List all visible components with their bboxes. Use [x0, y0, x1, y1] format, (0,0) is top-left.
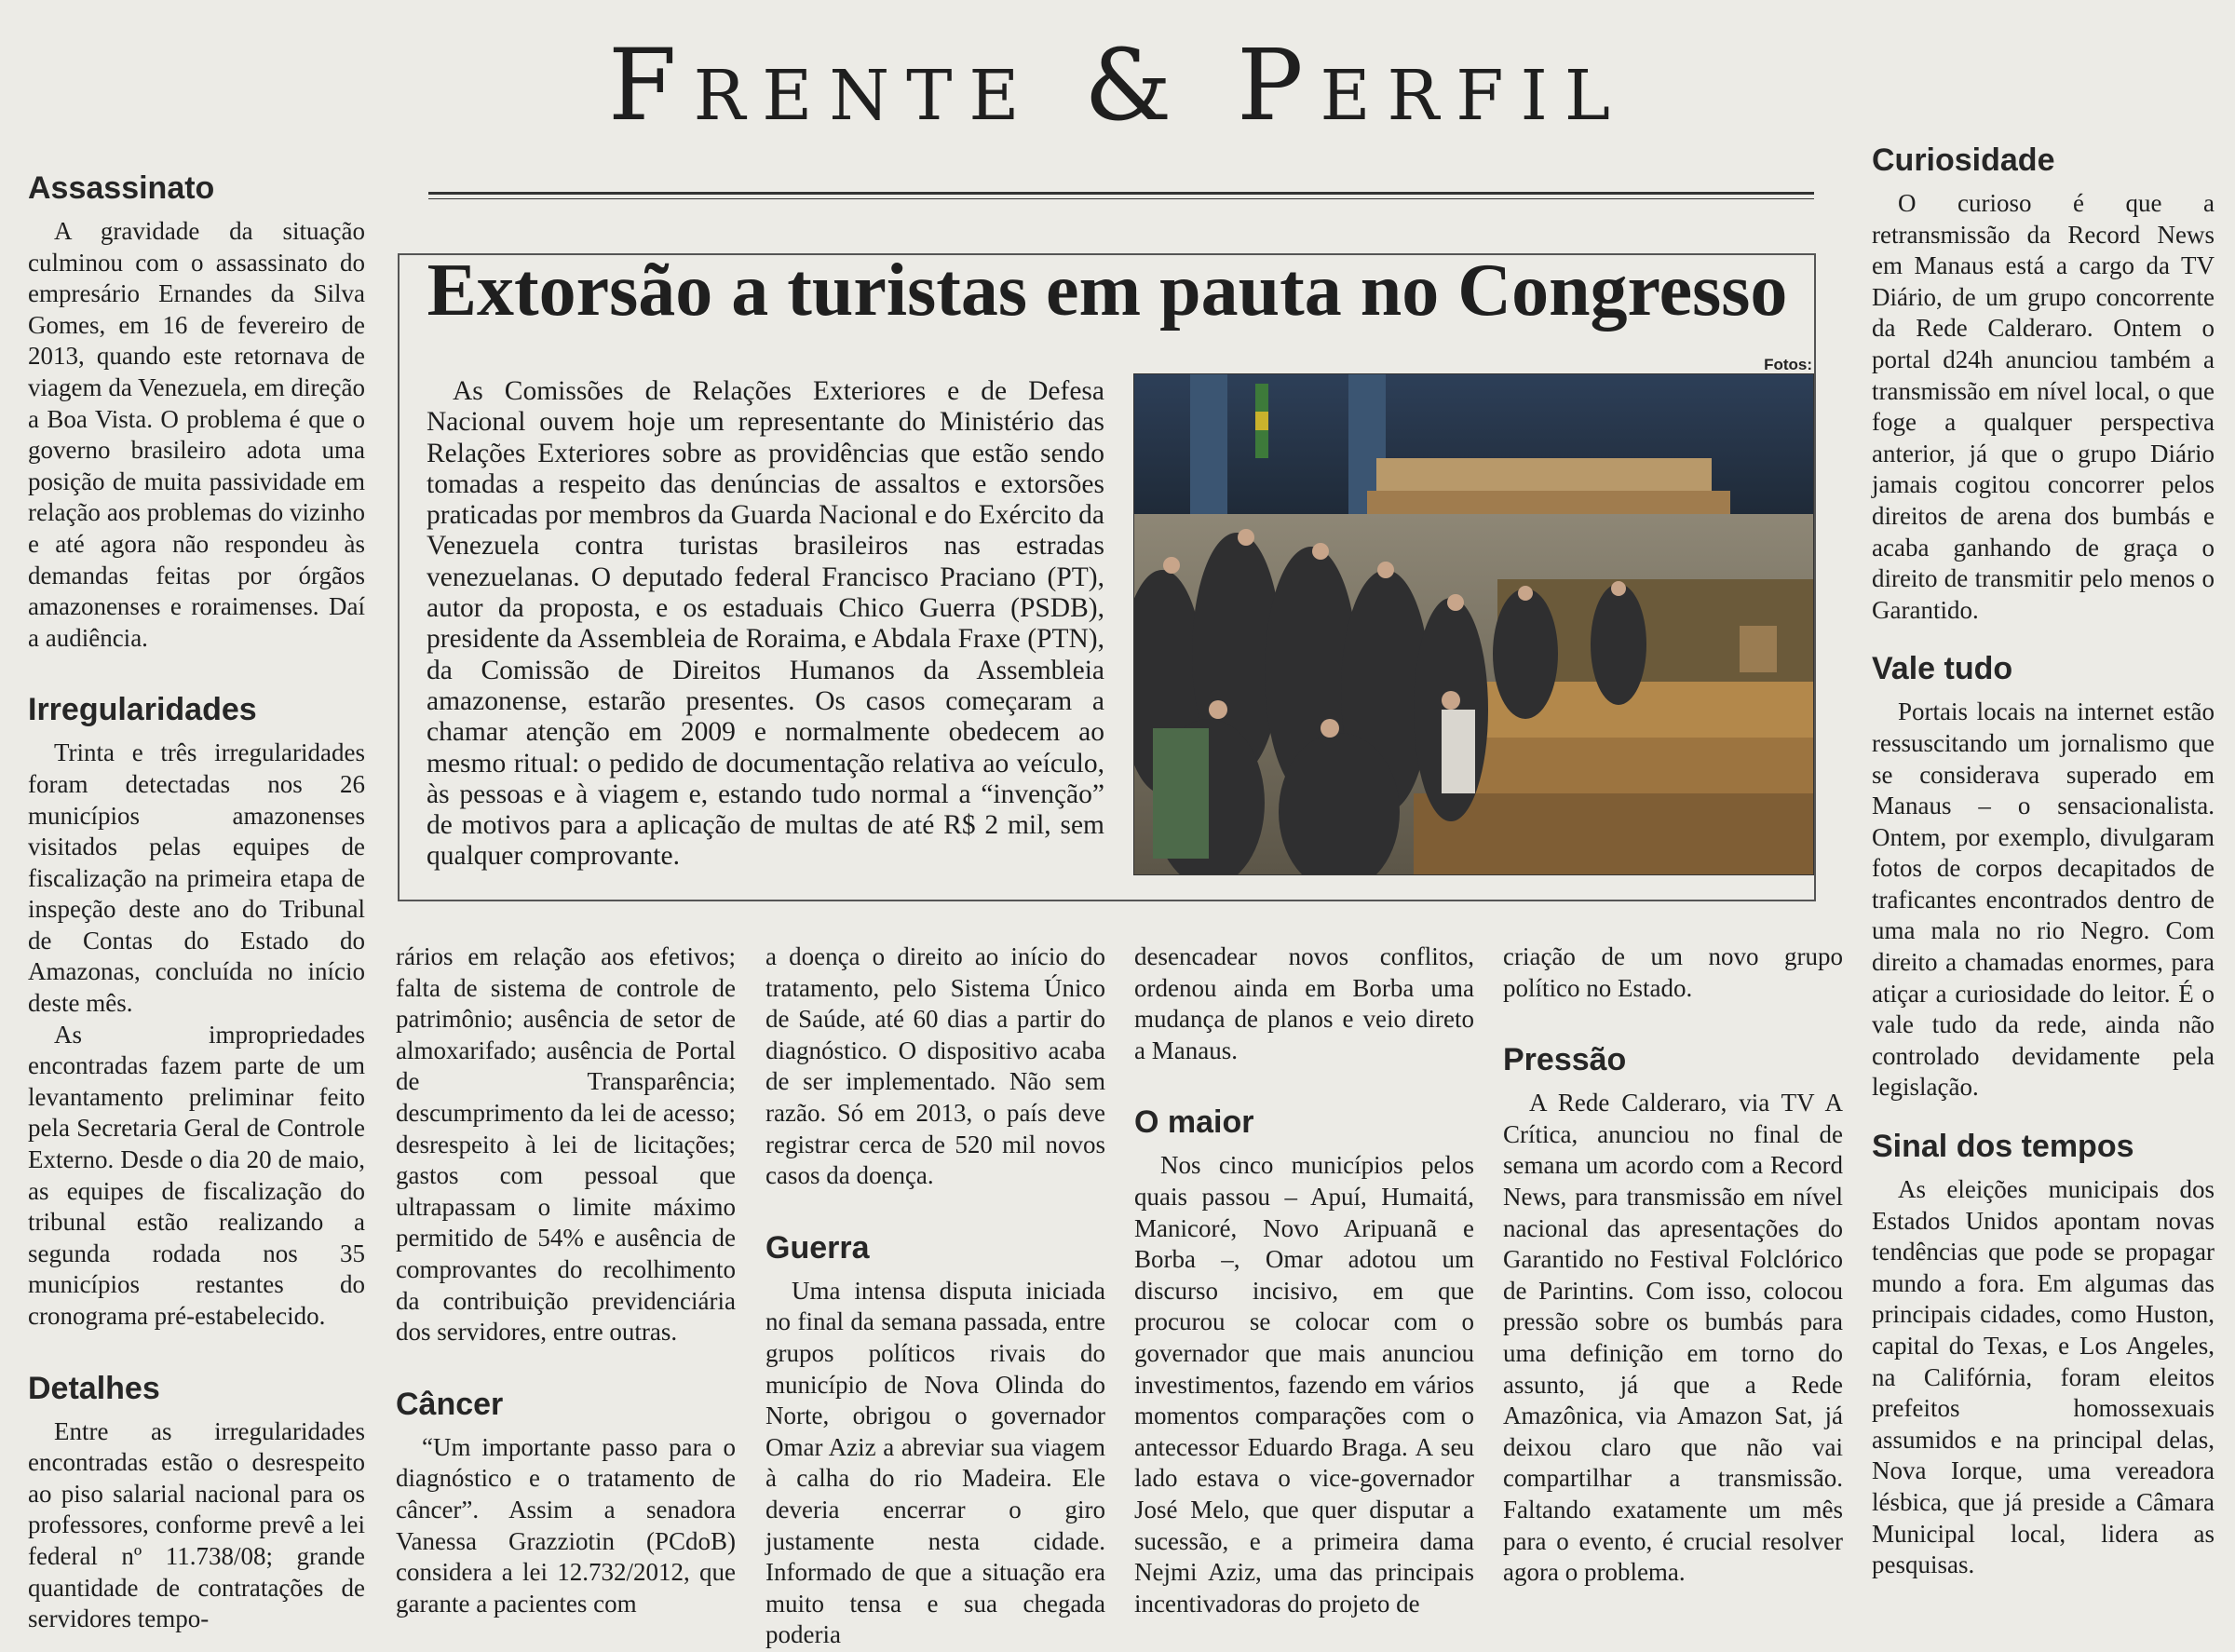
column-bottom-1 — [396, 941, 736, 1619]
section-head-irregularidades: Irregularidades — [28, 692, 257, 728]
section-text-cancer: “Um importante passo para o diagnóstico e o tratamento de câncer”. Assim a senadora Vanessa Grazziotin (PCdoB) considera a lei 12.732/2012, que garante a pacientes com — [396, 1432, 736, 1618]
section-text-irregularidades-2: As impropriedades encontradas fazem parte de um levantamento preliminar feito pela Secretaria Geral de Controle Externo. Desde o dia 20 de maio, as equipes de fiscalização do tribunal estão realizando a segunda rodada nos 35 municípios restantes do cronograma pré-estabelecido. — [28, 1020, 365, 1330]
section-text-sinal-dos-tempos: As eleições municipais dos Estados Unidos apontam novas tendências que pode se propagar mundo a fora. Em algumas das principais cidades, como Huston, capital do Texas, e Los Angeles, na Califórnia, foram eleitos prefeitos homossexuais assumidos e na principal delas, Nova Iorque, uma vereadora lésbica, que já preside a Câmara Municipal local, lidera as pesquisas. — [1872, 1175, 2215, 1579]
masthead-rule-top — [428, 192, 1814, 195]
section-head-o-maior: O maior — [1134, 1104, 1254, 1141]
section-text-assassinato: A gravidade da situação culminou com o assassinato do empresário Ernandes da Silva Gomes, em 16 de fevereiro de 2013, quando este retornava de viagem da Venezuela, em direção a Boa Vista. O problema é que o governo brasileiro adota uma posição de muita passividade em relação aos problemas do vizinho e até agora não respondeu às demandas feitas por órgãos amazonenses e roraimenses. Daí a audiência. — [28, 217, 365, 652]
photo-credit: Fotos: — [1764, 356, 1812, 373]
section-text-irregularidades-1: Trinta e três irregularidades foram detectadas nos 26 municípios amazonenses visitados pelas equipes de fiscalização na primeira etapa de inspeção deste ano do Tribunal de Contas do Estado do Amazonas, concluída no início deste mês. — [28, 738, 365, 1018]
section-text-guerra: Uma intensa disputa iniciada no final da semana passada, entre grupos políticos rivais do município de Nova Olinda do Norte, obrigou o governador Omar Aziz a abreviar sua viagem à calha do rio Madeira. Ele deveria encerrar o giro justamente nesta cidade. Informado de que a situação era muito tensa e sua chegada poderia — [765, 1276, 1105, 1649]
section-text-o-maior: Nos cinco municípios pelos quais passou – Apuí, Humaitá, Manicoré, Novo Aripuanã e Borba –, Omar adotou um discurso incisivo, em que procurou se colocar com o governador que mais anunciou investimentos, fazendo em vários momentos comparações com o antecessor Eduardo Braga. A seu lado estava o vice-governador José Melo, que quer disputar a sucessão, e a primeira dama Nejmi Aziz, uma das principais incentivadoras do projeto de — [1134, 1151, 1474, 1618]
feature-lead-text: As Comissões de Relações Exteriores e de Defesa Nacional ouvem hoje um representante do Ministério das Relações Exteriores sobre as providências que estão sendo tomadas a respeito das denúncias de assaltos e extorsões praticadas por membros da Guarda Nacional e do Exército da Venezuela contra turistas brasileiros nas estradas venezuelanas. O deputado federal Francisco Praciano (PT), autor da proposta, e os estaduais Chico Guerra (PSDB), presidente da Assembleia de Roraima, e Abdala Fraxe (PTN), da Comissão de Direitos Humanos da Assembleia amazonense, estarão presentes. Os casos começaram a chamar atenção em 2009 e normalmente obedecem ao mesmo ritual: o pedido de documentação relativa ao veículo, às pessoas e à viagem e, estando tudo normal a “invenção” de motivos para a aplicação de multas de até R$ 2 mil, sem qualquer comprovante. — [427, 376, 1104, 872]
section-head-cancer: Câncer — [396, 1386, 504, 1422]
section-head-sinal-dos-tempos: Sinal dos tempos — [1872, 1129, 2134, 1165]
section-text-curiosidade: O curioso é que a retransmissão da Record News em Manaus está a cargo da TV Diário, de um grupo concorrente da Rede Calderaro. Ontem o portal d24h anunciou também a transmissão em nível local, o que foge a qualquer perspectiva anterior, já que o grupo Diário jamais cogitou concorrer pelos direitos de arena dos bumbás e acaba ganhando de graça o direito de transmitir pelo menos o Garantido. — [1872, 189, 2215, 624]
feature-lead — [427, 376, 1104, 873]
continued-text-2: a doença o direito ao início do tratamento, pelo Sistema Único de Saúde, até 60 dias a partir do diagnóstico. O dispositivo acaba de ser implementado. Não sem razão. Só em 2013, o país deve registrar cerca de 520 mil novos casos da doença. — [765, 942, 1105, 1190]
section-text-detalhes: Entre as irregularidades encontradas estão o desrespeito ao piso salarial nacional para os professores, conforme prevê a lei federal nº 11.738/08; grande quantidade de contratações de servidores tempo- — [28, 1416, 365, 1633]
section-head-guerra: Guerra — [765, 1229, 870, 1266]
section-text-vale-tudo: Portais locais na internet estão ressuscitando um jornalismo que se considerava superado em Manaus – o sensacionalista. Ontem, por exemplo, divulgaram fotos de corpos decapitados de traficantes encontrados dentro de uma mala no rio Negro. Com direito a chamadas enormes, para atiçar a curiosidade do leitor. É o vale tudo da rede, ainda não controlado devidamente pela legislação. — [1872, 697, 2215, 1102]
chamber-photo — [1133, 373, 1814, 875]
column-left — [28, 169, 365, 1635]
section-head-vale-tudo: Vale tudo — [1872, 651, 2013, 687]
feature-headline: Extorsão a turistas em pauta no Congresso — [427, 250, 1788, 332]
section-head-detalhes: Detalhes — [28, 1370, 160, 1406]
section-head-curiosidade: Curiosidade — [1872, 142, 2055, 178]
continued-text-3: desencadear novos conflitos, ordenou ainda em Borba uma mudança de planos e veio direto a Manaus. — [1134, 942, 1474, 1064]
section-text-pressao: A Rede Calderaro, via TV A Crítica, anunciou no final de semana um acordo com a Record News, para transmissão em nível nacional das apresentações do Garantido no Festival Folclórico de Parintins. Com isso, colocou pressão sobre os bumbás para uma definição em torno do assunto, já que a Rede Amazônica, via Amazon Sat, já deixou claro que não vai compartilhar a transmissão. Faltando exatamente um mês para o evento, é crucial resolver agora o problema. — [1503, 1089, 1843, 1587]
column-right — [1872, 142, 2215, 1581]
continued-text-4: criação de um novo grupo político no Estado. — [1503, 942, 1843, 1002]
column-bottom-3 — [1134, 941, 1474, 1619]
section-head-assassinato: Assassinato — [28, 170, 215, 206]
column-bottom-4 — [1503, 941, 1843, 1589]
section-head-pressao: Pressão — [1503, 1042, 1627, 1078]
continued-text-1: rários em relação aos efetivos; falta de sistema de controle de patrimônio; ausência de setor de almoxarifado; ausência de Portal de Transparência; descumprimento da lei de acesso; desrespeito à lei de licitações; gastos com pessoal que ultrapassam o limite máximo permitido de 54% e ausência de comprovantes do recolhimento da contribuição previdenciária dos servidores, entre outras. — [396, 942, 736, 1347]
masthead: Frente & Perfil — [608, 28, 1627, 142]
column-bottom-2 — [765, 941, 1105, 1651]
masthead-rule-bottom — [428, 198, 1814, 199]
